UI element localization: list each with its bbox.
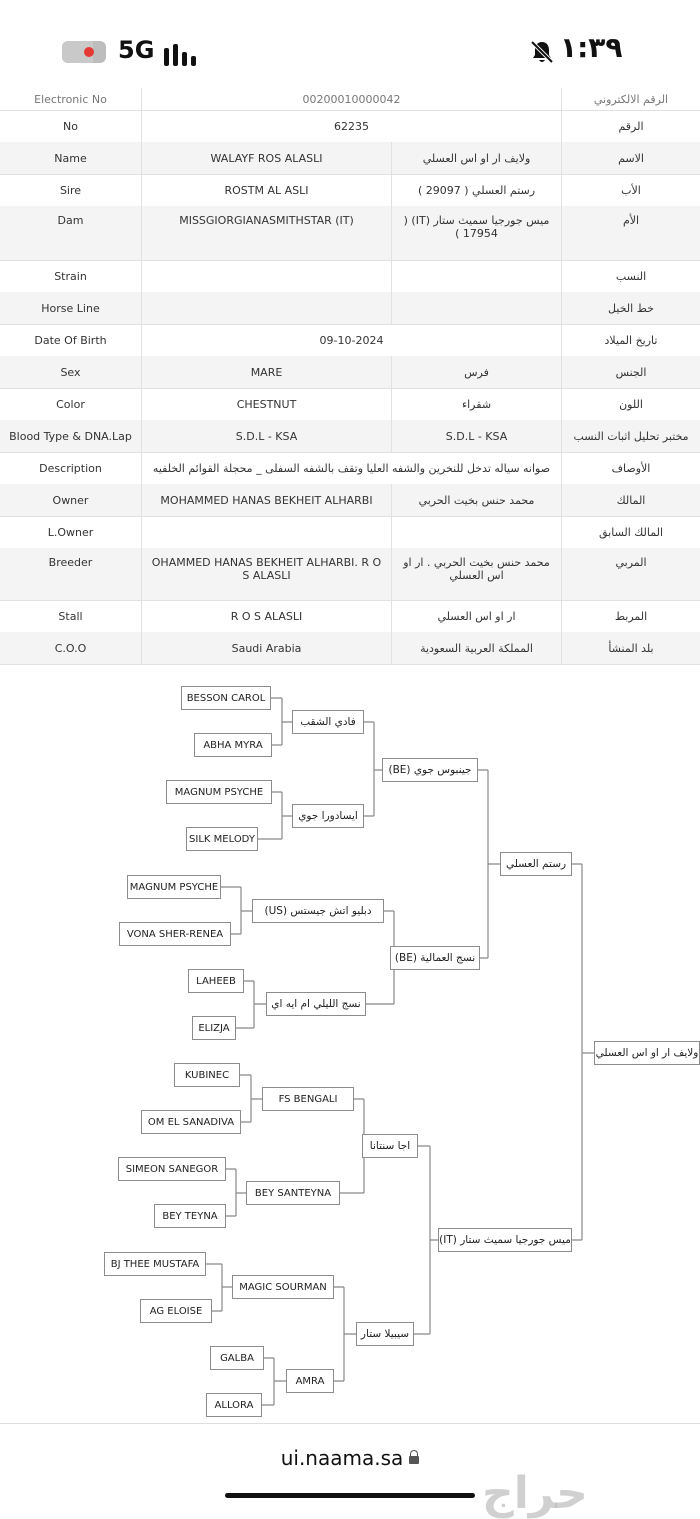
battery-icon xyxy=(62,41,106,63)
row-value xyxy=(141,516,391,548)
signal-icon xyxy=(162,40,202,66)
status-bar xyxy=(0,0,700,100)
row-label-ar: المربط xyxy=(561,600,700,632)
connector-line xyxy=(262,1358,286,1405)
ancestor-g4: ABHA MYRA xyxy=(194,733,272,757)
browser-footer xyxy=(0,1423,700,1517)
connector-line xyxy=(240,1075,262,1122)
row-label-ar: الأم xyxy=(561,206,700,260)
row-label-en: Breeder xyxy=(48,556,93,569)
ancestor-g4: OM EL SANADIVA xyxy=(141,1110,241,1134)
row-label-ar: الأب xyxy=(561,174,700,206)
ancestor-g4: VONA SHER-RENEA xyxy=(119,922,231,946)
table-row xyxy=(0,600,700,633)
row-value: صوانه سياله تدخل للنخرين والشفه العليا وتقف بالشفه السفلى _ محجلة القوائم الخلفيه xyxy=(141,452,561,484)
connector-line xyxy=(414,1146,438,1334)
table-row xyxy=(0,110,700,143)
bell-muted-icon xyxy=(528,38,556,66)
ancestor-g4: BESSON CAROL xyxy=(181,686,271,710)
url-bar[interactable] xyxy=(0,1446,700,1470)
table-row xyxy=(0,452,700,485)
row-value-ar xyxy=(391,260,561,292)
row-value xyxy=(141,292,391,324)
row-label-en: No xyxy=(63,119,78,133)
connector-line xyxy=(271,698,292,745)
ancestor-g4: LAHEEB xyxy=(188,969,244,993)
lock-icon xyxy=(409,1456,419,1464)
row-label-en: Sex xyxy=(60,365,81,379)
table-row xyxy=(0,292,700,325)
watermark: حراج xyxy=(482,1468,588,1519)
row-value-ar: محمد حنس بخيت الحربي . ار او اس العسلي xyxy=(391,548,561,600)
connector-line xyxy=(340,1099,364,1193)
ancestor-g3: فادي الشقب xyxy=(292,710,364,734)
row-value-ar: ار او اس العسلي xyxy=(391,600,561,632)
row-label-en: Stall xyxy=(58,609,83,623)
row-label-ar: تاريخ الميلاد xyxy=(561,324,700,356)
ancestor-g4: BEY TEYNA xyxy=(154,1204,226,1228)
ancestor-g3: FS BENGALI xyxy=(262,1087,354,1111)
row-label-ar: الاسم xyxy=(561,142,700,174)
row-label-ar: خط الخيل xyxy=(561,292,700,324)
row-value-ar xyxy=(391,516,561,548)
row-label-ar: المربي xyxy=(561,548,700,600)
row-value: MISSGIORGIANASMITHSTAR (IT) xyxy=(141,206,391,260)
row-label-en: Blood Type & DNA.Lap xyxy=(9,429,132,443)
row-label-ar: الرقم xyxy=(561,110,700,142)
table-row xyxy=(0,142,700,175)
table-row xyxy=(0,388,700,421)
connector-line xyxy=(226,1169,246,1216)
ancestor-g2: اجا سنتانا xyxy=(362,1134,418,1158)
ancestor-g4: ELIZJA xyxy=(192,1016,236,1040)
row-value-ar: ولايف ار او اس العسلي xyxy=(391,142,561,174)
sire-box: رستم العسلي xyxy=(500,852,572,876)
ancestor-g3: MAGIC SOURMAN xyxy=(232,1275,334,1299)
row-value: 09-10-2024 xyxy=(141,324,561,356)
row-value: S.D.L - KSA xyxy=(141,420,391,452)
row-value: MARE xyxy=(141,356,391,388)
subject-box: ولايف ار او اس العسلي xyxy=(594,1041,700,1065)
table-row xyxy=(0,484,700,517)
row-label-ar: المالك السابق xyxy=(561,516,700,548)
row-label-en: Sire xyxy=(59,183,82,197)
row-value-ar: شقراء xyxy=(391,388,561,420)
row-value: MOHAMMED HANAS BEKHEIT ALHARBI xyxy=(141,484,391,516)
ancestor-g4: SILK MELODY xyxy=(186,827,258,851)
row-label-ar: المالك xyxy=(561,484,700,516)
row-label-en: Dam xyxy=(57,214,84,227)
row-label-en: C.O.O xyxy=(54,641,87,655)
row-label-en: L.Owner xyxy=(47,525,94,539)
ancestor-g4: MAGNUM PSYCHE xyxy=(127,875,221,899)
ancestor-g3: نسج الليلي ام ايه اي xyxy=(266,992,366,1016)
ancestor-g3: دبليو اتش جيستس (US) xyxy=(252,899,384,923)
row-label-en: Strain xyxy=(54,269,87,283)
row-value: OHAMMED HANAS BEKHEIT ALHARBI. R O S ALASLI xyxy=(141,548,391,600)
ancestor-g4: MAGNUM PSYCHE xyxy=(166,780,272,804)
ancestor-g4: AG ELOISE xyxy=(140,1299,212,1323)
row-value: Saudi Arabia xyxy=(141,632,391,664)
row-value: ROSTM AL ASLI xyxy=(141,174,391,206)
row-label-ar: بلد المنشأ xyxy=(561,632,700,664)
table-row xyxy=(0,260,700,293)
row-value-ar: ميس جورجيا سميث ستار (IT) ( 17954 ) xyxy=(391,206,561,260)
ancestor-g4: GALBA xyxy=(210,1346,264,1370)
home-indicator[interactable] xyxy=(225,1493,475,1498)
ancestor-g4: SIMEON SANEGOR xyxy=(118,1157,226,1181)
row-label-en: Date Of Birth xyxy=(34,333,107,347)
row-label-en: Horse Line xyxy=(41,301,100,315)
row-value: WALAYF ROS ALASLI xyxy=(141,142,391,174)
row-value: 00200010000042 xyxy=(141,88,561,110)
row-value-ar: المملكة العربية السعودية xyxy=(391,632,561,664)
row-label-ar: الأوصاف xyxy=(561,452,700,484)
table-row-cut xyxy=(0,88,700,111)
ancestor-g3: BEY SANTEYNA xyxy=(246,1181,340,1205)
ancestor-g2: سيبيلا ستار xyxy=(356,1322,414,1346)
row-value-ar: رستم العسلي ( 29097 ) xyxy=(391,174,561,206)
row-label-ar: الرقم الالكتروني xyxy=(561,88,700,110)
ancestor-g4: BJ THEE MUSTAFA xyxy=(104,1252,206,1276)
row-label-ar: مختبر تحليل اثبات النسب xyxy=(561,420,700,452)
row-label-en: Electronic No xyxy=(34,92,107,106)
ancestor-g3: ايسادورا جوي xyxy=(292,804,364,828)
row-label-en: Color xyxy=(56,397,85,411)
network-type: 5G xyxy=(118,36,155,64)
clock: ١:٣٩ xyxy=(560,31,623,64)
ancestor-g4: ALLORA xyxy=(206,1393,262,1417)
table-row xyxy=(0,174,700,207)
table-row xyxy=(0,206,700,261)
table-row xyxy=(0,632,700,665)
row-label-en: Description xyxy=(39,461,102,475)
connector-line xyxy=(334,1287,356,1381)
url-text: ui.naama.sa xyxy=(280,1446,404,1470)
ancestor-g2: جينبوس جوي (BE) xyxy=(382,758,478,782)
row-value-ar: محمد حنس بخيت الحربي xyxy=(391,484,561,516)
ancestor-g4: KUBINEC xyxy=(174,1063,240,1087)
dam-box: ميس جورجيا سميث ستار (IT) xyxy=(438,1228,572,1252)
row-value xyxy=(141,260,391,292)
table-row xyxy=(0,324,700,357)
ancestor-g2: نسج العمالية (BE) xyxy=(390,946,480,970)
row-label-en: Name xyxy=(54,151,87,165)
table-row xyxy=(0,548,700,601)
row-label-ar: النسب xyxy=(561,260,700,292)
pedigree-chart xyxy=(0,670,700,1422)
row-label-ar: اللون xyxy=(561,388,700,420)
row-value-ar: فرس xyxy=(391,356,561,388)
row-value-ar xyxy=(391,292,561,324)
connector-line xyxy=(478,770,500,958)
connector-line xyxy=(364,722,382,816)
row-value: R O S ALASLI xyxy=(141,600,391,632)
table-row xyxy=(0,516,700,549)
row-label-ar: الجنس xyxy=(561,356,700,388)
table-row xyxy=(0,420,700,453)
ancestor-g3: AMRA xyxy=(286,1369,334,1393)
row-value-ar: S.D.L - KSA xyxy=(391,420,561,452)
row-value: 62235 xyxy=(141,110,561,142)
connector-line xyxy=(572,864,594,1240)
row-value: CHESTNUT xyxy=(141,388,391,420)
row-label-en: Owner xyxy=(52,493,89,507)
table-row xyxy=(0,356,700,389)
